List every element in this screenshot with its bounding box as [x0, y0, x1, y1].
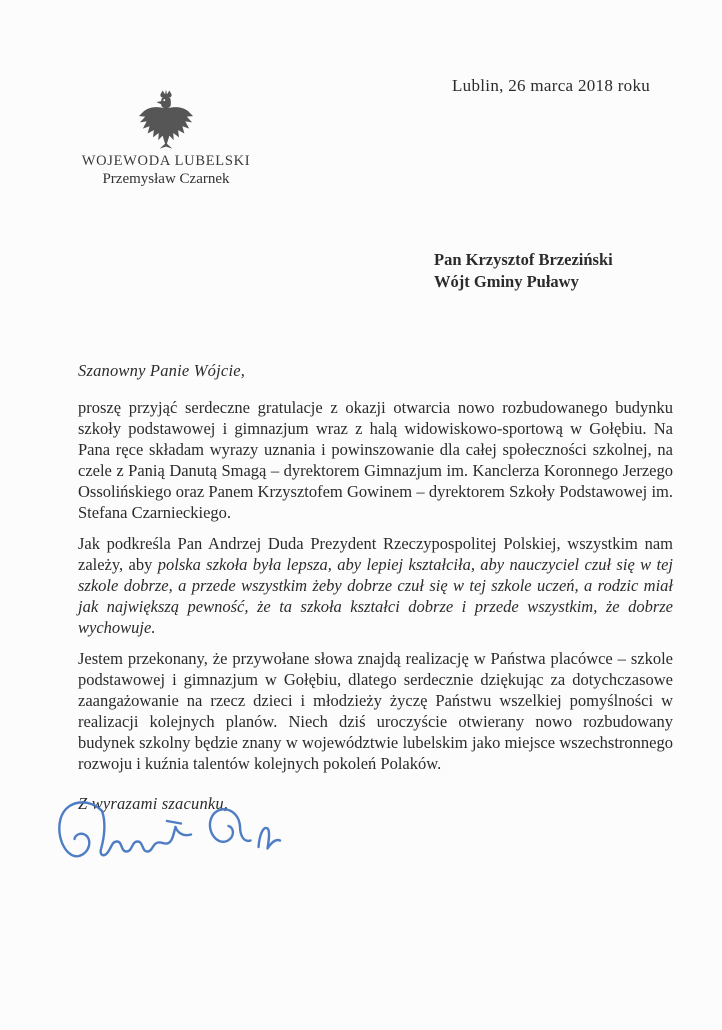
paragraph-3: Jestem przekonany, że przywołane słowa znajdą realizację w Państwa placówce – szkole podstawowej i gimnazjum w Gołębiu, dlatego serdecznie dziękując za dotychczasowe zaangażowanie na rzecz dzieci i młodzieży życzę Państwu wszelkiej pomyślności w realizacji kolejnych planów. Niech dziś uroczyście otwierany nowo rozbudowany budynek szkolny będzie znany w województwie lubelskim jako miejsce wszechstronnego rozwoju i kuźnia talentów kolejnych pokoleń Polaków.: [78, 649, 673, 773]
salutation: Szanowny Panie Wójcie,: [78, 361, 246, 380]
date-line: Lublin, 26 marca 2018 roku: [452, 76, 651, 95]
recipient-name: Pan Krzysztof Brzeziński: [434, 250, 613, 269]
recipient-title: Wójt Gminy Puławy: [434, 271, 579, 291]
sender-name: Przemysław Czarnek: [102, 171, 230, 187]
polish-eagle-emblem: [137, 88, 195, 150]
letter-body: [78, 397, 673, 784]
sender-block: [66, 88, 266, 188]
paragraph-2: [78, 533, 673, 638]
paragraph-2-quote: polska szkoła była lepsza, aby lepiej kształciła, aby nauczyciel czuł się w tej szkole dobrze, a przede wszystkim żeby dobrze czuł się w tej szkole uczeń, a rodzic miał jak największą pewność, że ta szkoła kształci dobrze i przede wszystkim, że dobrze wychowuje.: [78, 555, 673, 637]
paragraph-1: proszę przyjąć serdeczne gratulacje z okazji otwarcia nowo rozbudowanego budynku szkoły podstawowej i gimnazjum wraz z halą widowiskowo-sportową w Gołębiu. Na Pana ręce składam wyrazy uznania i powinszowanie dla całej społeczności szkolnej, na czele z Panią Danutą Smagą – dyrektorem Gimnazjum im. Kanclerza Koronnego Jerzego Ossolińskiego oraz Panem Krzysztofem Gowinem – dyrektorem Szkoły Podstawowej im. Stefana Czarnieckiego.: [78, 398, 673, 522]
recipient-block: [434, 249, 613, 292]
closing-line: Z wyrazami szacunku,: [78, 794, 229, 813]
sender-office: WOJEWODA LUBELSKI: [81, 153, 251, 169]
paragraph-2-text: Jak podkreśla Pan Andrzej Duda Prezydent Rzeczypospolitej Polskiej, wszystkim nam zależy, aby: [78, 534, 673, 574]
handwritten-signature: [54, 796, 292, 874]
